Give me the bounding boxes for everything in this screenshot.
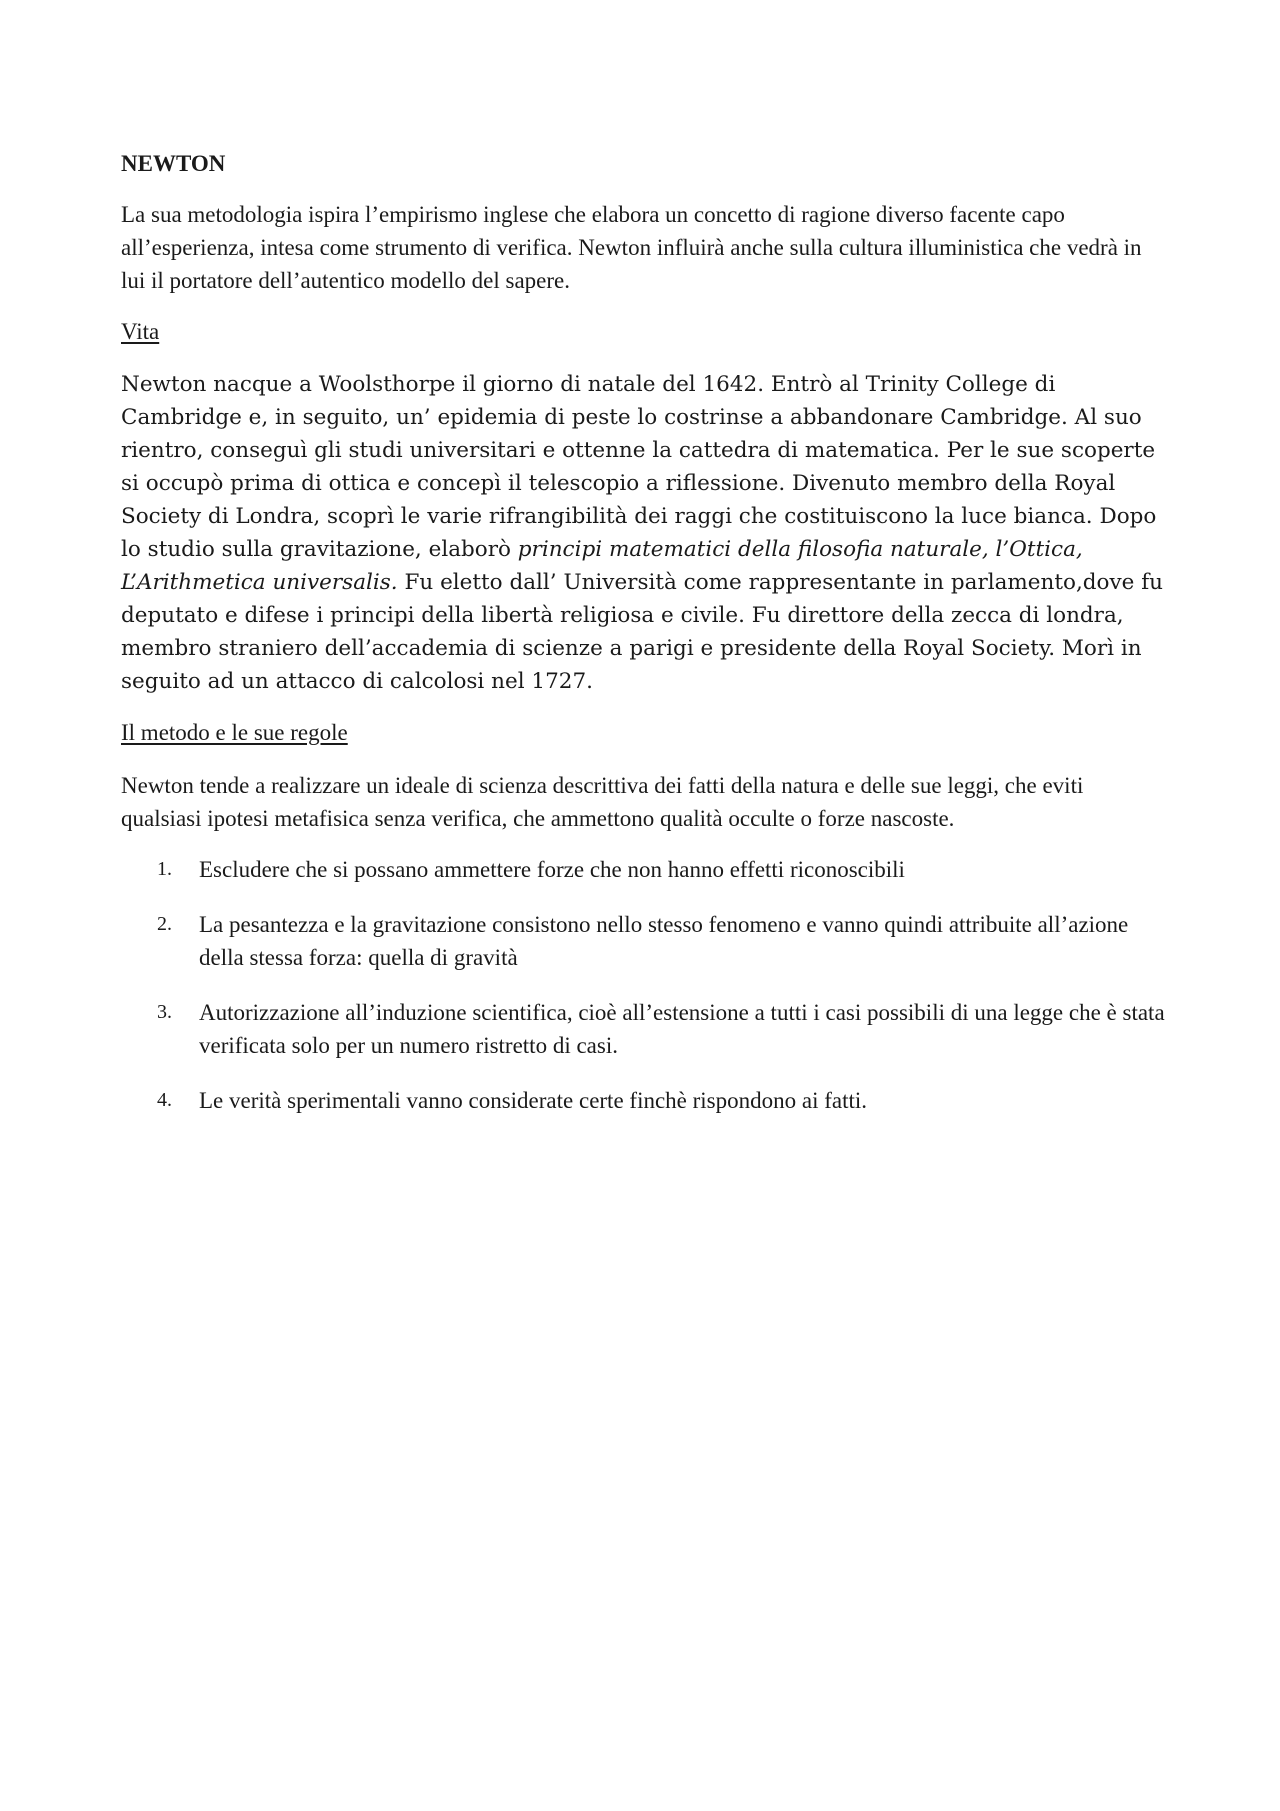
vita-paragraph: [121, 368, 1166, 698]
rule-number: 4.: [157, 1089, 172, 1111]
document-page: [121, 140, 1166, 1139]
rule-text: Autorizzazione all’induzione scientifica, cioè all’estensione a tutti i casi possibili di una legge che è stata verificata solo per un numero ristretto di casi.: [199, 1000, 1165, 1058]
rule-item: [121, 1084, 1166, 1117]
rule-number: 3.: [157, 1001, 172, 1023]
rule-text: Le verità sperimentali vanno considerate certe finchè rispondono ai fatti.: [199, 1088, 868, 1113]
vita-text-start: Newton nacque a Woolsthorpe il giorno di natale del 1642. Entrò al Trinity College di Cambridge e, in seguito, un’ epidemia di peste lo costrinse a abbandonare Cambridge. Al suo rientro, conseguì gli studi universitari e ottenne la cattedra di matematica. Per le sue scoperte si occupò prima di ottica e concepì il telescopio a riflessione. Divenuto membro della Royal Society di Londra, scoprì le varie rifrangibilità dei raggi che costituiscono la luce bianca. Dopo lo studio sulla gravitazione, elaborò: [121, 372, 1157, 562]
metodo-heading: Il metodo e le sue regole: [121, 720, 348, 745]
rule-number: 2.: [157, 913, 172, 935]
rule-item: [121, 853, 1166, 886]
rule-item: [121, 996, 1166, 1062]
rule-text: Escludere che si possano ammettere forze che non hanno effetti riconoscibili: [199, 857, 905, 882]
rule-item: [121, 908, 1166, 974]
vita-text-end: Fu eletto dall’ Università come rappresentante in parlamento,dove fu deputato e difese i principi della libertà religiosa e civile. Fu direttore della zecca di londra, membro straniero dell’accademia di scienze a parigi e presidente della Royal Society. Morì in seguito ad un attacco di calcolosi nel 1727.: [121, 570, 1164, 694]
intro-paragraph: La sua metodologia ispira l’empirismo inglese che elabora un concetto di ragione diverso facente capo all’esperienza, intesa come strumento di verifica. Newton influirà anche sulla cultura illuministica che vedrà in lui il portatore dell’autentico modello del sapere.: [121, 202, 1142, 293]
document-title: NEWTON: [121, 151, 226, 176]
rule-text: La pesantezza e la gravitazione consistono nello stesso fenomeno e vanno quindi attribuite all’azione della stessa forza: quella di gravità: [199, 912, 1129, 970]
metodo-intro-paragraph: Newton tende a realizzare un ideale di scienza descrittiva dei fatti della natura e delle sue leggi, che eviti qualsiasi ipotesi metafisica senza verifica, che ammettono qualità occulte o forze nascoste.: [121, 773, 1084, 831]
vita-heading: Vita: [121, 319, 160, 344]
rules-list: [121, 853, 1166, 1117]
rule-number: 1.: [157, 858, 172, 880]
vita-works-italic: principi matematici della filosofia naturale, l’Ottica, L’Arithmetica universalis.: [121, 537, 1083, 595]
